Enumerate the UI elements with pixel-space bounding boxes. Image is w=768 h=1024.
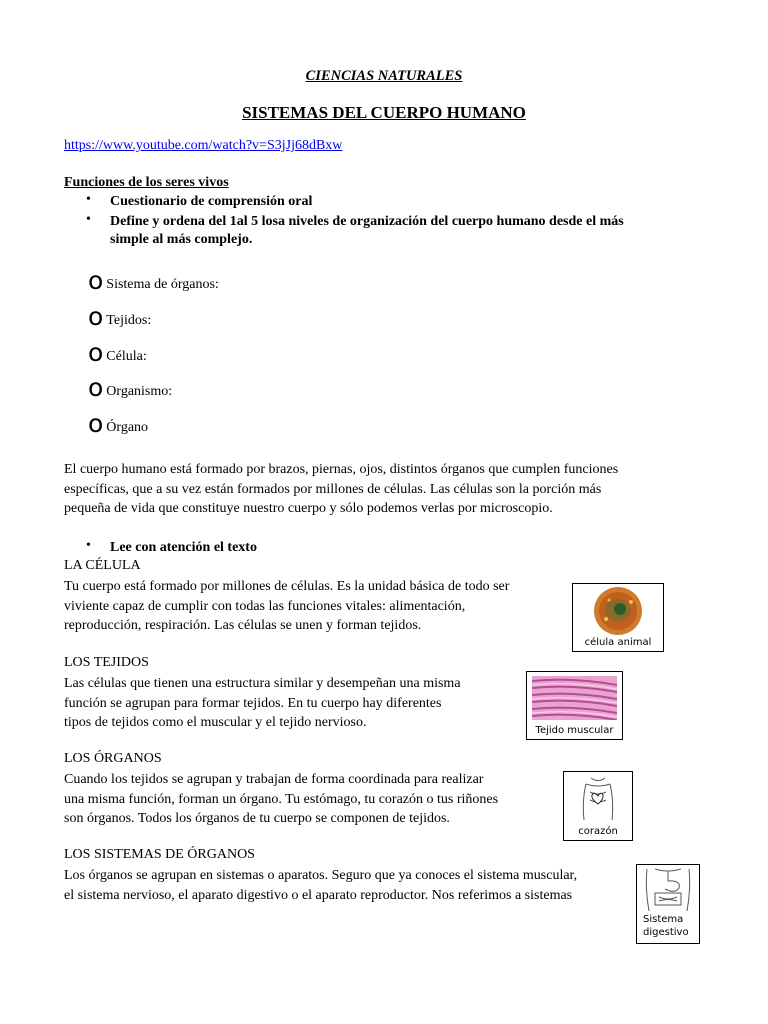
section-heading: Funciones de los seres vivos [64,175,229,190]
option-organismo: o Organismo: [88,373,173,402]
heart-image [564,774,632,822]
subject-heading: CIENCIAS NATURALES [305,68,463,84]
heart-figure [563,771,633,841]
systems-paragraph: Los órganos se agrupan en sistemas o aparatos. Seguro que ya conoces el sistema muscular, el sistema nervioso, el aparato digestivo o el aparato reproductor. Nos referimos a sistemas [64,868,578,903]
systems-heading: LOS SISTEMAS DE ÓRGANOS [64,847,255,862]
muscle-tissue-image [532,676,617,720]
option-sistema: o Sistema de órganos: [88,266,219,295]
cell-paragraph: Tu cuerpo está formado por millones de células. Es la unidad básica de todo ser viviente capaz de cumplir con todas las funciones vitales: alimentación, reproducción, respiración. Las células se unen y forman tejidos. [64,579,510,633]
tissues-heading: LOS TEJIDOS [64,655,149,670]
digestive-caption: Sistema digestivo [643,914,689,938]
read-task: Lee con atención el texto [110,540,257,555]
tissues-paragraph: Las células que tienen una estructura similar y desempeñan una misma función se agrupan para formar tejidos. En tu cuerpo hay diferentes tipos de tejidos como el muscular y el tejido nervioso. [64,676,461,730]
bullet-2: • [86,212,91,227]
task-1: Cuestionario de comprensión oral [110,194,313,209]
organs-paragraph: Cuando los tejidos se agrupan y trabajan de forma coordinada para realizar una misma función, forman un órgano. Tu estómago, tu corazón o tus riñones son órganos. Todos los órganos de tu cuerpo se componen de tejidos. [64,772,499,826]
cell-caption: célula animal [584,637,652,648]
task-2-line-1: Define y ordena del 1al 5 losa niveles de organización del cuerpo humano desde el más [110,214,624,229]
organs-heading: LOS ÓRGANOS [64,751,162,766]
tissue-figure [526,671,623,740]
option-celula: o Célula: [88,338,147,367]
intro-paragraph: El cuerpo humano está formado por brazos, piernas, ojos, distintos órganos que cumplen funciones específicas, que a su vez están formados por millones de células. Las células son la porción más pequeña de vida que constituye nuestro cuerpo y sólo podemos verlas por microscopio. [64,462,619,516]
bullet-3: • [86,538,91,553]
tissue-caption: Tejido muscular [535,725,614,736]
animal-cell-image [573,586,663,636]
cell-heading: LA CÉLULA [64,558,141,573]
page-title: SISTEMAS DEL CUERPO HUMANO [242,103,526,122]
digestive-figure [636,864,700,944]
cell-figure [572,583,664,652]
option-tejidos: o Tejidos: [88,302,152,331]
heart-caption: corazón [578,826,618,837]
bullet-1: • [86,192,91,207]
task-2-line-2: simple al más complejo. [110,232,253,247]
video-link[interactable]: https://www.youtube.com/watch?v=S3jJj68dBxw [64,138,343,153]
digestive-system-image [637,867,699,913]
option-organo: o Órgano [88,409,149,438]
